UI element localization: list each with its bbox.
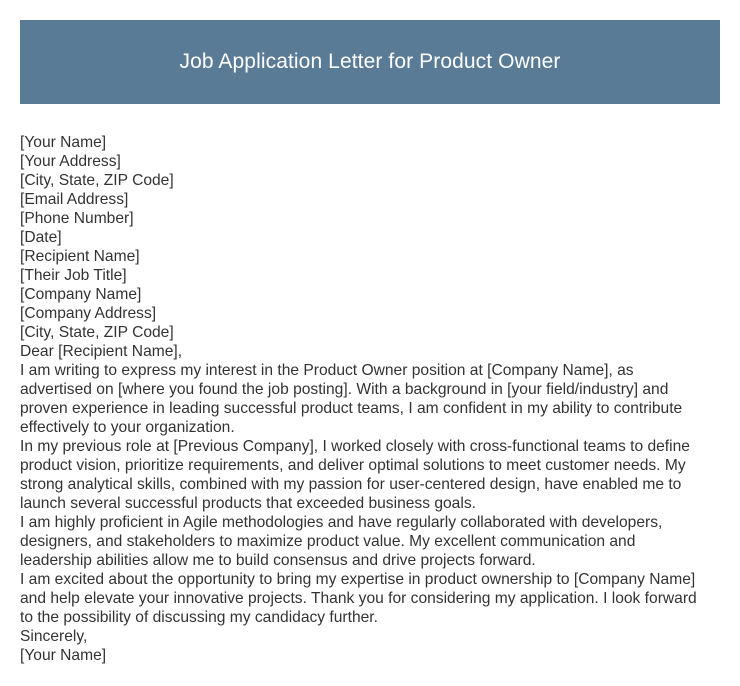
sender-address: [Your Address] (20, 153, 121, 170)
page-title: Job Application Letter for Product Owner (179, 50, 561, 73)
sender-phone: [Phone Number] (20, 210, 134, 227)
paragraph-line: designers, and stakeholders to maximize product value. My excellent communication and (20, 533, 636, 550)
paragraph-line: In my previous role at [Previous Company], I worked closely with cross-functional teams to define (20, 438, 690, 455)
letter-date: [Date] (20, 229, 62, 246)
letter-body (20, 133, 725, 665)
recipient-company: [Company Name] (20, 286, 142, 303)
salutation: Dear [Recipient Name], (20, 343, 183, 360)
paragraph-closing (20, 570, 725, 627)
paragraph-line: effectively to your organization. (20, 419, 235, 436)
recipient-block (20, 247, 725, 342)
paragraph-intro (20, 361, 725, 437)
recipient-city: [City, State, ZIP Code] (20, 324, 174, 341)
paragraph-line: advertised on [where you found the job posting]. With a background in [your field/industry] and (20, 381, 669, 398)
header-banner (20, 20, 720, 104)
paragraph-line: strong analytical skills, combined with my passion for user-centered design, have enabled me to (20, 476, 682, 493)
recipient-title: [Their Job Title] (20, 267, 127, 284)
paragraph-skills (20, 513, 725, 570)
paragraph-line: I am highly proficient in Agile methodologies and have regularly collaborated with developers, (20, 514, 663, 531)
paragraph-line: I am excited about the opportunity to bring my expertise in product ownership to [Company Name] (20, 571, 696, 588)
recipient-address: [Company Address] (20, 305, 157, 322)
paragraph-line: I am writing to express my interest in the Product Owner position at [Company Name], as (20, 362, 634, 379)
sender-email: [Email Address] (20, 191, 129, 208)
paragraph-experience (20, 437, 725, 513)
paragraph-line: leadership abilities allow me to build consensus and drive projects forward. (20, 552, 536, 569)
closing-phrase: Sincerely, (20, 628, 88, 645)
paragraph-line: proven experience in leading successful product teams, I am confident in my ability to contribute (20, 400, 683, 417)
sender-city: [City, State, ZIP Code] (20, 172, 174, 189)
paragraph-line: and help elevate your innovative projects. Thank you for considering my application. I look forward (20, 590, 697, 607)
signature: [Your Name] (20, 647, 107, 664)
paragraph-line: launch several successful products that exceeded business goals. (20, 495, 476, 512)
paragraph-line: product vision, prioritize requirements, and deliver optimal solutions to meet customer needs. My (20, 457, 686, 474)
sender-name: [Your Name] (20, 134, 107, 151)
sender-block (20, 133, 725, 247)
recipient-name: [Recipient Name] (20, 248, 140, 265)
paragraph-line: to the possibility of discussing my candidacy further. (20, 609, 378, 626)
